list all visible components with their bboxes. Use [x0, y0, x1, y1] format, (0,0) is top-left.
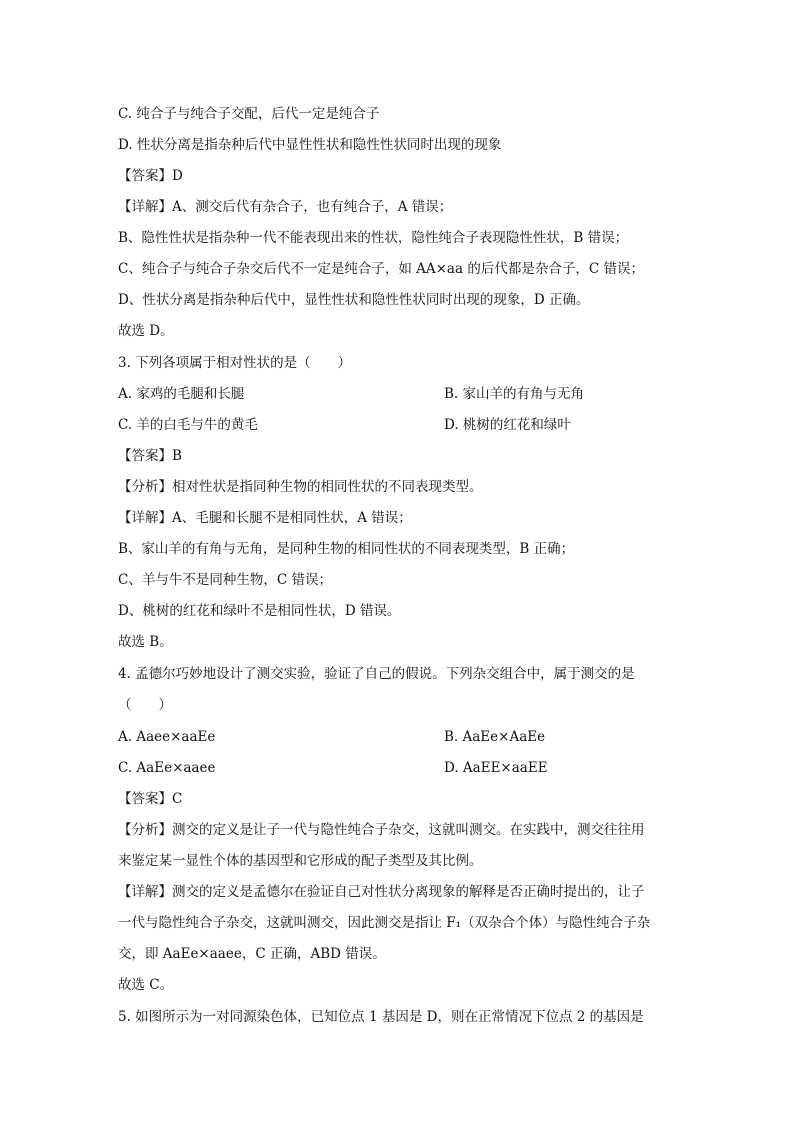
q4-option-b: B. AaEe×AaEe — [444, 729, 546, 745]
q3-option-d: D. 桃树的红花和绿叶 — [444, 417, 571, 433]
option-c: C. 纯合子与纯合子交配，后代一定是纯合子 — [118, 106, 380, 122]
question-4-blank: （ ） — [118, 697, 172, 713]
explanation-line: B、家山羊的有角与无角，是同种生物的相同性状的不同表现类型，B 正确； — [118, 541, 575, 557]
explanation-line: 【详解】A、测交后代有杂合子，也有纯合子，A 错误； — [118, 199, 453, 215]
explanation-line: 【详解】测交的定义是孟德尔在验证自己对性状分离现象的解释是否正确时提出的，让子 — [118, 884, 645, 900]
q3-option-b: B. 家山羊的有角与无角 — [444, 386, 585, 402]
q4-option-d: D. AaEE×aaEE — [444, 760, 548, 776]
question-4: 4. 孟德尔巧妙地设计了测交实验，验证了自己的假说。下列杂交组合中，属于测交的是 — [118, 666, 635, 682]
explanation-line: 一代与隐性纯合子杂交，这就叫测交，因此测交是指让 F₁（双杂合个体）与隐性纯合子杂 — [118, 915, 651, 931]
q4-option-c: C. AaEe×aaee — [118, 760, 216, 776]
conclusion-line: 故选 C。 — [118, 977, 174, 993]
answer-label: 【答案】B — [118, 448, 182, 464]
answer-label: 【答案】D — [118, 168, 183, 184]
explanation-line: B、隐性性状是指杂种一代不能表现出来的性状，隐性纯合子表现隐性性状，B 错误； — [118, 230, 629, 246]
explanation-line: C、羊与牛不是同种生物，C 错误； — [118, 572, 332, 588]
analysis-line: 【分析】相对性状是指同种生物的相同性状的不同表现类型。 — [118, 479, 483, 495]
q4-option-a: A. Aaee×aaEe — [118, 729, 216, 745]
answer-label: 【答案】C — [118, 791, 183, 807]
question-5: 5. 如图所示为一对同源染色体，已知位点 1 基因是 D，则在正常情况下位点 2 的基因是 — [118, 1009, 644, 1025]
explanation-line: D、桃树的红花和绿叶不是相同性状，D 错误。 — [118, 603, 401, 619]
conclusion-line: 故选 B。 — [118, 634, 173, 650]
conclusion-line: 故选 D。 — [118, 323, 174, 339]
q3-option-a: A. 家鸡的毛腿和长腿 — [118, 386, 245, 402]
question-3: 3. 下列各项属于相对性状的是（ ） — [118, 355, 352, 371]
analysis-line: 【分析】测交的定义是让子一代与隐性纯合子杂交，这就叫测交。在实践中，测交往往用 — [118, 822, 645, 838]
explanation-line: D、性状分离是指杂种后代中，显性性状和隐性性状同时出现的现象，D 正确。 — [118, 292, 590, 308]
explanation-line: 【详解】A、毛腿和长腿不是相同性状，A 错误； — [118, 510, 412, 526]
analysis-line: 来鉴定某一显性个体的基因型和它形成的配子类型及其比例。 — [118, 853, 483, 869]
option-d: D. 性状分离是指杂种后代中显性性状和隐性性状同时出现的现象 — [118, 137, 502, 153]
explanation-line: 交，即 AaEe×aaee，C 正确，ABD 错误。 — [118, 946, 386, 962]
q3-option-c: C. 羊的白毛与牛的黄毛 — [118, 417, 258, 433]
explanation-line: C、纯合子与纯合子杂交后代不一定是纯合子，如 AA×aa 的后代都是杂合子，C 错误； — [118, 261, 644, 277]
